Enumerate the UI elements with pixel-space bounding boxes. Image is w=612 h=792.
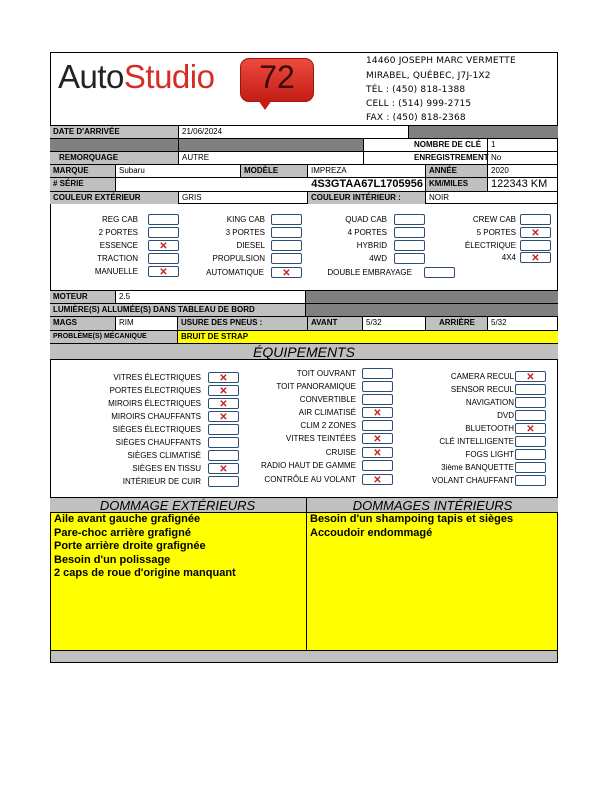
keys-filler-left [50, 139, 178, 151]
engine-filler [305, 291, 558, 303]
checkbox-controle-au-volant[interactable]: ✕ [362, 474, 393, 485]
checkbox-fogs-light[interactable] [515, 449, 546, 460]
checkbox-hybrid[interactable] [394, 240, 425, 251]
checkbox-crew-cab[interactable] [520, 214, 551, 225]
label-cle-intelligente: CLÉ INTELLIGENTE [439, 437, 514, 446]
checkbox-dvd[interactable] [515, 410, 546, 421]
int-color-label: COULEUR INTÉRIEUR : [307, 192, 425, 204]
label-navigation: NAVIGATION [465, 398, 514, 407]
row-mechanical [50, 330, 558, 343]
label-convertible: CONVERTIBLE [299, 395, 356, 404]
label-5-portes: 5 PORTES [476, 228, 516, 237]
checkbox-air-climatise[interactable]: ✕ [362, 407, 393, 418]
checkbox-cruise[interactable]: ✕ [362, 447, 393, 458]
label-portes-electriques: PORTES ÉLECTRIQUES [109, 386, 201, 395]
row-engine [50, 290, 558, 303]
label-4-portes: 4 PORTES [347, 228, 387, 237]
address-tel: TÉL : (450) 818-1388 [366, 85, 466, 95]
label-sensor-recul: SENSOR RECUL [450, 385, 514, 394]
row-keys [50, 138, 558, 151]
label-4x4: 4X4 [501, 253, 516, 262]
mech-label: PROBLÈME(S) MÉCANIQUE [50, 331, 177, 343]
label-sieges-climatise: SIÈGES CLIMATISÉ [127, 451, 201, 460]
label-vitres-teintees: VITRES TEINTÉES [285, 434, 356, 443]
checkbox-4wd[interactable] [394, 253, 425, 264]
year-label: ANNÉE [425, 165, 487, 177]
engine-label: MOTEUR [50, 291, 115, 303]
label-fogs-light: FOGS LIGHT [465, 450, 514, 459]
checkbox-king-cab[interactable] [271, 214, 302, 225]
label-traction: TRACTION [97, 254, 138, 263]
checkbox-vitres-teintees[interactable]: ✕ [362, 433, 393, 444]
label-3ieme-banquette: 3ième BANQUETTE [441, 463, 514, 472]
label-hybrid: HYBRID [356, 241, 387, 250]
row-date [50, 125, 558, 138]
label-controle-au-volant: CONTRÔLE AU VOLANT [264, 475, 356, 484]
label-2-portes: 2 PORTES [98, 228, 138, 237]
checkbox-traction[interactable] [148, 253, 179, 264]
exterior-damage-box [51, 513, 306, 650]
checkbox-vitres-electriques[interactable]: ✕ [208, 372, 239, 383]
label-manuelle: MANUELLE [94, 267, 138, 276]
label-electrique: ÉLECTRIQUE [464, 241, 516, 250]
logo-bubble-tail [258, 100, 272, 110]
lights-label: LUMIÈRE(S) ALLUMÉE(S) DANS TABLEAU DE BORD [50, 304, 305, 316]
checkbox-essence[interactable]: ✕ [148, 240, 179, 251]
label-reg-cab: REG CAB [101, 215, 138, 224]
mech-value: BRUIT DE STRAP [177, 331, 558, 343]
row-make [50, 164, 558, 177]
checkbox-sieges-electriques[interactable] [208, 424, 239, 435]
checkbox-automatique[interactable]: ✕ [271, 267, 302, 278]
registration-value: No [487, 152, 558, 164]
checkbox-quad-cab[interactable] [394, 214, 425, 225]
row-serial [50, 177, 558, 191]
checkbox-electrique[interactable] [520, 240, 551, 251]
checkbox-propulsion[interactable] [271, 253, 302, 264]
checkbox-toit-ouvrant[interactable] [362, 368, 393, 379]
km-label: KM/MILES [425, 178, 487, 191]
checkbox-radio-haut-de-gamme[interactable] [362, 460, 393, 471]
label-crew-cab: CREW CAB [472, 215, 516, 224]
label-4wd: 4WD [369, 254, 387, 263]
keys-value: 1 [487, 139, 558, 151]
label-double-embrayage: DOUBLE EMBRAYAGE [327, 268, 412, 277]
towing-label: REMORQUAGE [50, 152, 178, 164]
model-label: MODÈLE [240, 165, 307, 177]
address-fax: FAX : (450) 818-2368 [366, 113, 466, 123]
interior-damage-box [306, 513, 557, 650]
equipment-header [50, 343, 558, 360]
label-camera-recul: CAMERA RECUL [450, 372, 514, 381]
checkbox-toit-panoramique[interactable] [362, 381, 393, 392]
label-radio-haut-de-gamme: RADIO HAUT DE GAMME [261, 461, 356, 470]
vehicle-options [50, 205, 558, 289]
front-value: 5/32 [362, 317, 425, 330]
label-3-portes: 3 PORTES [225, 228, 265, 237]
checkbox-reg-cab[interactable] [148, 214, 179, 225]
keys-label: NOMBRE DE CLÉ [363, 139, 487, 151]
checkbox-2-portes[interactable] [148, 227, 179, 238]
interior-damage-title: DOMMAGES INTÉRIEURS [306, 498, 558, 513]
logo [58, 58, 214, 96]
rear-label: ARRIÈRE [425, 317, 487, 330]
checkbox-portes-electriques[interactable]: ✕ [208, 385, 239, 396]
checkbox-miroirs-chauffants[interactable]: ✕ [208, 411, 239, 422]
year-value: 2020 [487, 165, 558, 177]
ext-color-value: GRIS [178, 192, 307, 204]
date-label: DATE D'ARRIVÉE [50, 126, 178, 138]
checkbox-camera-recul[interactable]: ✕ [515, 371, 546, 382]
label-air-climatise: AIR CLIMATISÉ [298, 408, 356, 417]
row-mags [50, 316, 558, 330]
label-sieges-en-tissu: SIÈGES EN TISSU [132, 464, 201, 473]
damage-header [50, 497, 558, 513]
checkbox-sieges-en-tissu[interactable]: ✕ [208, 463, 239, 474]
checkbox-4x4[interactable]: ✕ [520, 252, 551, 263]
mags-value: RIM [115, 317, 177, 330]
label-toit-ouvrant: TOIT OUVRANT [296, 369, 356, 378]
label-diesel: DIESEL [236, 241, 265, 250]
checkbox-miroirs-electriques[interactable]: ✕ [208, 398, 239, 409]
checkbox-manuelle[interactable]: ✕ [148, 266, 179, 277]
footer-bar [51, 650, 557, 662]
checkbox-5-portes[interactable]: ✕ [520, 227, 551, 238]
checkbox-diesel[interactable] [271, 240, 302, 251]
towing-value: AUTRE [178, 152, 363, 164]
date-filler [408, 126, 558, 138]
engine-value: 2.5 [115, 291, 305, 303]
logo-number: 72 [259, 59, 295, 95]
label-automatique: AUTOMATIQUE [206, 268, 264, 277]
registration-label: ENREGISTREMENT [363, 152, 487, 164]
exterior-damage-line: Aile avant gauche grafignée [54, 513, 201, 525]
label-dvd: DVD [497, 411, 514, 420]
label-toit-panoramique: TOIT PANORAMIQUE [276, 382, 356, 391]
equipment-title: ÉQUIPEMENTS [253, 344, 355, 360]
checkbox-cle-intelligente[interactable] [515, 436, 546, 447]
rear-value: 5/32 [487, 317, 558, 330]
equipment-list [50, 361, 558, 496]
make-value: Subaru [115, 165, 240, 177]
label-king-cab: KING CAB [226, 215, 265, 224]
exterior-damage-line: 2 caps de roue d'origine manquant [54, 567, 236, 580]
front-label: AVANT [307, 317, 362, 330]
lights-filler [305, 304, 558, 316]
label-miroirs-chauffants: MIROIRS CHAUFFANTS [111, 412, 201, 421]
tire-wear-label: USURE DES PNEUS : [177, 317, 307, 330]
exterior-damage-line: Pare-choc arrière grafigné [54, 526, 191, 539]
serial-value: 4S3GTAA67L1705956 [115, 178, 425, 191]
exterior-damage-line: Besoin d'un polissage [54, 553, 171, 566]
address-line2: MIRABEL, QUÉBEC, J7J-1X2 [366, 71, 491, 81]
label-vitres-electriques: VITRES ÉLECTRIQUES [113, 373, 201, 382]
checkbox-clim-2-zones[interactable] [362, 420, 393, 431]
date-value: 21/06/2024 [178, 126, 408, 138]
label-sieges-chauffants: SIÈGES CHAUFFANTS [115, 438, 201, 447]
exterior-damage-title: DOMMAGE EXTÉRIEURS [99, 498, 256, 513]
label-clim-2-zones: CLIM 2 ZONES [300, 421, 356, 430]
checkbox-bluetooth[interactable]: ✕ [515, 423, 546, 434]
label-sieges-electriques: SIÈGES ÉLECTRIQUES [112, 425, 201, 434]
ext-color-label: COULEUR EXTÉRIEUR [50, 192, 178, 204]
logo-auto: Auto [58, 58, 124, 95]
checkbox-sieges-chauffants[interactable] [208, 437, 239, 448]
address-line1: 14460 JOSEPH MARC VERMETTE [366, 56, 516, 66]
int-color-value: NOIR [425, 192, 558, 204]
row-lights [50, 303, 558, 316]
checkbox-3ieme-banquette[interactable] [515, 462, 546, 473]
checkbox-double-embrayage[interactable] [424, 267, 455, 278]
make-label: MARQUE [50, 165, 115, 177]
label-cruise: CRUISE [325, 448, 356, 457]
logo-studio: Studio [123, 58, 215, 95]
keys-filler-mid [178, 139, 363, 151]
mags-label: MAGS [50, 317, 115, 330]
interior-damage-line: Accoudoir endommagé [310, 526, 433, 539]
checkbox-volant-chauffant[interactable] [515, 475, 546, 486]
serial-label: # SÉRIE [50, 178, 115, 191]
checkbox-sensor-recul[interactable] [515, 384, 546, 395]
label-essence: ESSENCE [99, 241, 138, 250]
label-volant-chauffant: VOLANT CHAUFFANT [431, 476, 514, 485]
label-bluetooth: BLUETOOTH [465, 424, 514, 433]
model-value: IMPREZA [307, 165, 425, 177]
label-propulsion: PROPULSION [212, 254, 265, 263]
row-towing [50, 151, 558, 164]
checkbox-sieges-climatise[interactable] [208, 450, 239, 461]
checkbox-3-portes[interactable] [271, 227, 302, 238]
label-quad-cab: QUAD CAB [345, 215, 387, 224]
label-interieur-de-cuir: INTÉRIEUR DE CUIR [122, 477, 201, 486]
km-value: 122343 KM [487, 178, 558, 191]
checkbox-4-portes[interactable] [394, 227, 425, 238]
checkbox-interieur-de-cuir[interactable] [208, 476, 239, 487]
row-colors [50, 191, 558, 204]
interior-damage-line: Besoin d'un shampoing tapis et sièges [310, 513, 514, 525]
checkbox-convertible[interactable] [362, 394, 393, 405]
label-miroirs-electriques: MIROIRS ÉLECTRIQUES [108, 399, 201, 408]
exterior-damage-line: Porte arrière droite grafignée [54, 540, 206, 553]
address-cell: CELL : (514) 999-2715 [366, 99, 472, 109]
checkbox-navigation[interactable] [515, 397, 546, 408]
